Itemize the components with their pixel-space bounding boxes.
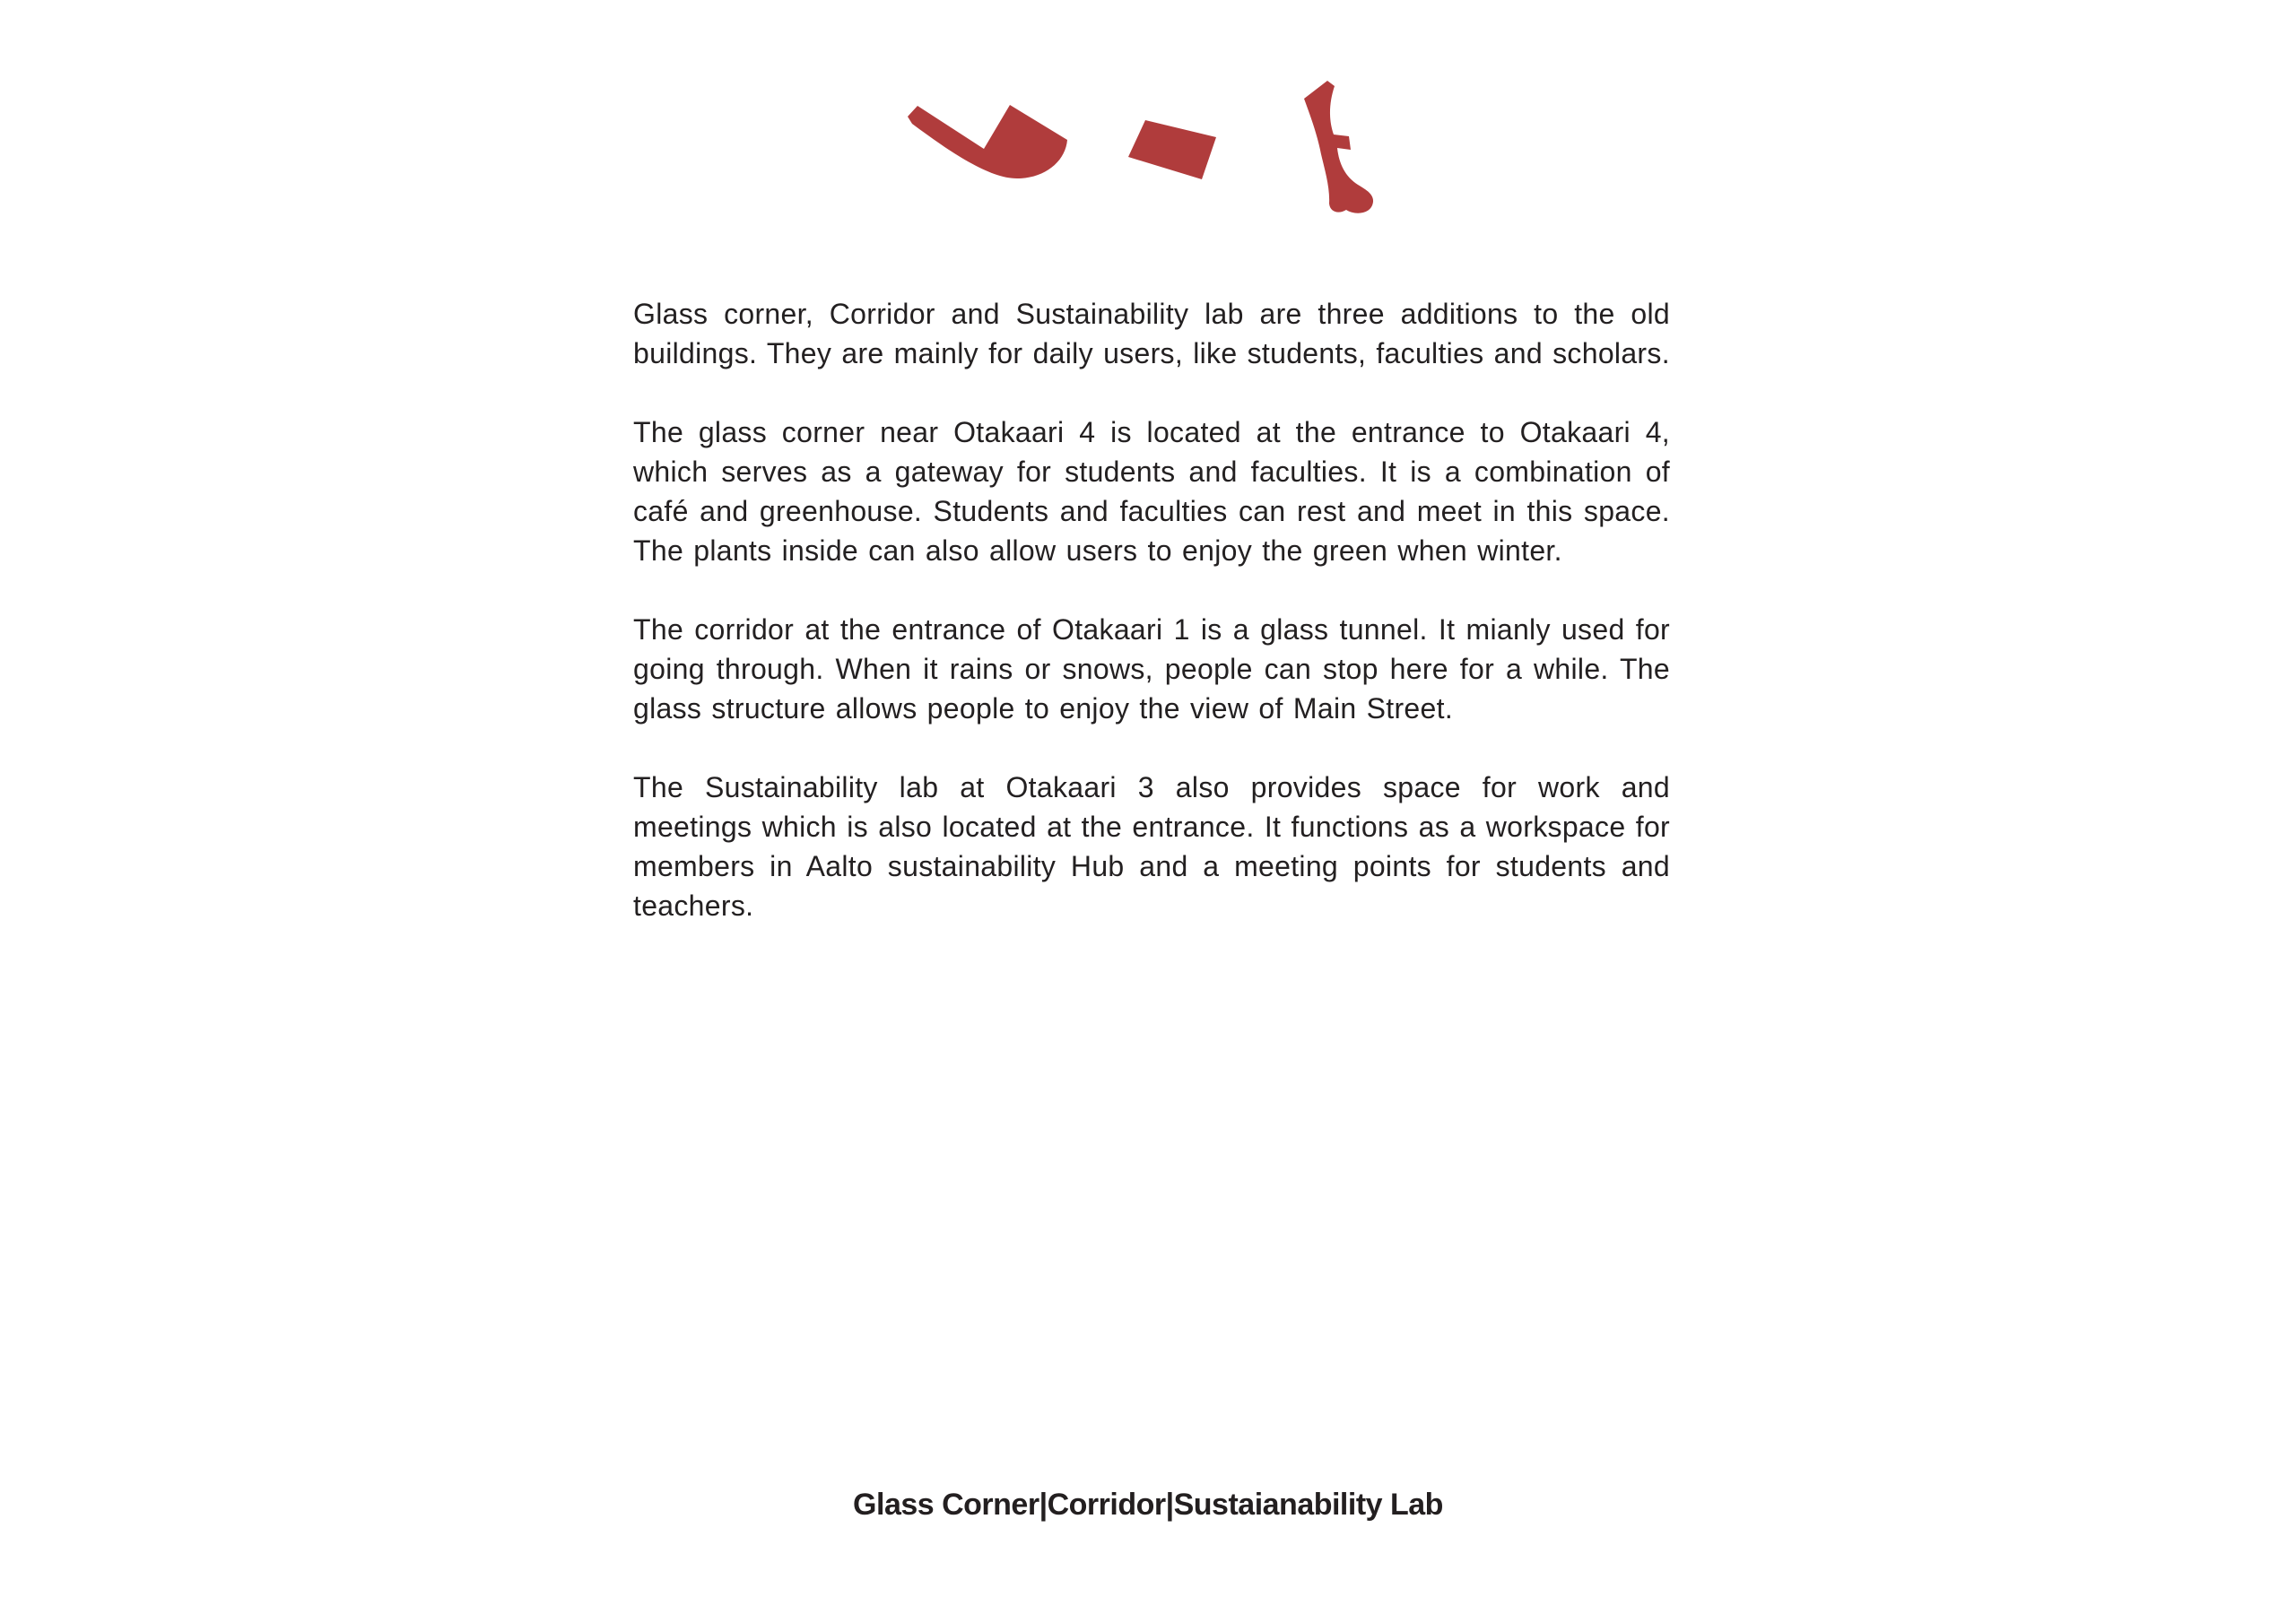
page-footer-title: Glass Corner|Corridor|Sustaianability Lab — [853, 1488, 1443, 1522]
corridor-footprint-icon — [1126, 117, 1218, 182]
body-paragraph-corridor: The corridor at the entrance of Otakaari 1 is a glass tunnel. It mianly used for going through. When it rains or snows, people can stop here for a while. The glass structure allows people to enjoy the view of Main Street. — [633, 613, 1670, 725]
glass-corner-footprint-icon — [904, 100, 1080, 187]
body-text-block — [633, 294, 1670, 965]
body-paragraph-glass-corner: The glass corner near Otakaari 4 is located at the entrance to Otakaari 4, which serves as a gateway for students and faculties. It is a combination of café and greenhouse. Students and faculties can rest and meet in this space. The plants inside can also allow users to enjoy the green when winter. — [633, 416, 1670, 567]
sustainability-lab-footprint-path — [1304, 81, 1373, 213]
corridor-footprint-path — [1128, 120, 1216, 179]
body-paragraph-sustainability-lab: The Sustainability lab at Otakaari 3 also provides space for work and meetings which is also located at the entrance. It functions as a workspace for members in Aalto sustainability Hub and a meeting points for students and teachers. — [633, 771, 1670, 922]
sustainability-lab-footprint-icon — [1295, 79, 1390, 215]
building-footprint-logo-group — [897, 72, 1399, 224]
glass-corner-footprint-path — [908, 105, 1067, 178]
body-paragraph-intro: Glass corner, Corridor and Sustainability lab are three additions to the old buildings. They are mainly for daily users, like students, faculties and scholars. — [633, 298, 1670, 369]
